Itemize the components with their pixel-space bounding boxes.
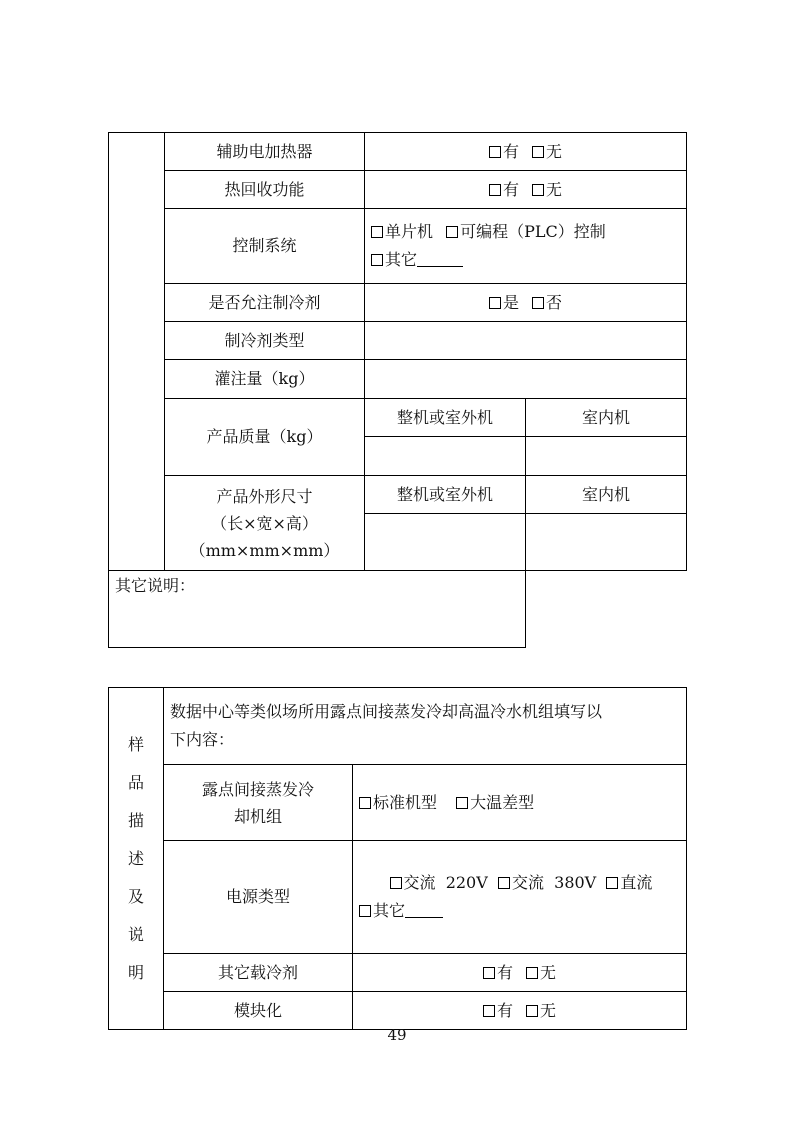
control-other-checkbox[interactable]: [371, 254, 383, 266]
control-other-blank[interactable]: [417, 252, 463, 267]
power-dc-checkbox[interactable]: [606, 877, 618, 889]
refrigerant-charge-yes-checkbox[interactable]: [489, 297, 501, 309]
refrigerant-charge-no-checkbox[interactable]: [532, 297, 544, 309]
heat-recovery-no-checkbox[interactable]: [532, 184, 544, 196]
aux-heater-label: 辅助电加热器: [165, 133, 365, 171]
power-other-label: 其它: [373, 901, 406, 920]
control-plc-label: 可编程（PLC）控制: [460, 222, 606, 241]
unit-type-label-line1: 露点间接蒸发冷: [201, 779, 314, 799]
product-mass-label: 产品质量（kg）: [165, 399, 365, 476]
power-type-options: [353, 841, 687, 954]
aux-heater-no-label: 无: [546, 141, 563, 161]
unit-type-label-line2: 却机组: [233, 806, 282, 826]
control-other-label: 其它: [385, 250, 418, 269]
dimensions-label: [165, 476, 365, 571]
side-char-6: 说: [127, 924, 144, 944]
modular-no-checkbox[interactable]: [526, 1005, 538, 1017]
modular-no-label: 无: [540, 1000, 557, 1020]
other-coolant-yes-checkbox[interactable]: [483, 967, 495, 979]
unit-large-delta-label: 大温差型: [470, 792, 535, 812]
power-ac220-label: 交流 220V: [403, 873, 488, 892]
refrigerant-charge-yes-label: 是: [502, 292, 519, 312]
unit-type-options: [353, 765, 687, 841]
dimensions-indoor-header: 室内机: [526, 476, 687, 514]
product-mass-outdoor-value[interactable]: [365, 437, 526, 476]
refrigerant-charge-no-label: 否: [546, 292, 563, 312]
aux-heater-yes-checkbox[interactable]: [489, 146, 501, 158]
side-char-2: 品: [127, 772, 144, 792]
control-system-options: [365, 209, 687, 284]
side-char-1: 样: [127, 734, 144, 754]
product-mass-outdoor-header: 整机或室外机: [365, 399, 526, 437]
section-header-line1: 数据中心等类似场所用露点间接蒸发冷却高温冷水机组填写以: [170, 702, 603, 721]
refrigerant-type-value[interactable]: [365, 322, 687, 360]
refrigerant-type-label: 制冷剂类型: [165, 322, 365, 360]
power-dc-label: 直流: [620, 873, 653, 892]
heat-recovery-no-label: 无: [546, 179, 563, 199]
charge-amount-value[interactable]: [365, 360, 687, 399]
product-mass-indoor-value[interactable]: [526, 437, 687, 476]
heat-recovery-options: [365, 171, 687, 209]
unit-standard-checkbox[interactable]: [359, 797, 371, 809]
power-type-label: 电源类型: [164, 841, 353, 954]
dimensions-label-line1: 产品外形尺寸: [216, 486, 313, 506]
power-ac380-checkbox[interactable]: [498, 877, 510, 889]
heat-recovery-label: 热回收功能: [165, 171, 365, 209]
control-mcu-checkbox[interactable]: [371, 226, 383, 238]
dimensions-outdoor-header: 整机或室外机: [365, 476, 526, 514]
side-char-4: 述: [127, 848, 144, 868]
side-char-3: 描: [127, 810, 144, 830]
sample-description-side-label: [109, 688, 164, 1030]
aux-heater-no-checkbox[interactable]: [532, 146, 544, 158]
equipment-spec-table: [108, 132, 687, 648]
side-char-5: 及: [127, 886, 144, 906]
aux-heater-options: [365, 133, 687, 171]
other-coolant-no-label: 无: [540, 962, 557, 982]
charge-amount-label: 灌注量（kg）: [165, 360, 365, 399]
dimensions-outdoor-value[interactable]: [365, 514, 526, 571]
control-mcu-label: 单片机: [385, 222, 434, 241]
aux-heater-yes-label: 有: [502, 141, 519, 161]
other-coolant-no-checkbox[interactable]: [526, 967, 538, 979]
dimensions-label-line2: （长×宽×高）: [211, 513, 318, 533]
other-coolant-yes-label: 有: [496, 962, 513, 982]
refrigerant-charge-allowed-label: 是否允注制冷剂: [165, 284, 365, 322]
other-coolant-options: [353, 954, 687, 992]
other-coolant-label: 其它载冷剂: [164, 954, 353, 992]
heat-recovery-yes-label: 有: [502, 179, 519, 199]
section-header-line2: 下内容：: [170, 730, 235, 749]
other-notes-cell[interactable]: [109, 571, 526, 648]
sample-description-table: [108, 687, 687, 1030]
power-other-blank[interactable]: [405, 903, 443, 918]
product-mass-indoor-header: 室内机: [526, 399, 687, 437]
blank-side-cell: [109, 133, 165, 571]
modular-label: 模块化: [164, 992, 353, 1030]
power-ac380-label: 交流 380V: [511, 873, 597, 892]
heat-recovery-yes-checkbox[interactable]: [489, 184, 501, 196]
page-number: 49: [387, 1026, 407, 1044]
control-system-label: 控制系统: [165, 209, 365, 284]
section-header: [164, 688, 687, 765]
dimensions-indoor-value[interactable]: [526, 514, 687, 571]
modular-yes-checkbox[interactable]: [483, 1005, 495, 1017]
unit-large-delta-checkbox[interactable]: [456, 797, 468, 809]
power-ac220-checkbox[interactable]: [390, 877, 402, 889]
modular-options: [353, 992, 687, 1030]
side-char-7: 明: [127, 962, 144, 982]
power-other-checkbox[interactable]: [359, 905, 371, 917]
unit-type-label: [164, 765, 353, 841]
other-notes-label: 其它说明：: [115, 576, 196, 595]
refrigerant-charge-allowed-options: [365, 284, 687, 322]
dimensions-label-line3: （mm×mm×mm）: [189, 540, 340, 560]
modular-yes-label: 有: [496, 1000, 513, 1020]
unit-standard-label: 标准机型: [373, 792, 438, 812]
control-plc-checkbox[interactable]: [446, 226, 458, 238]
